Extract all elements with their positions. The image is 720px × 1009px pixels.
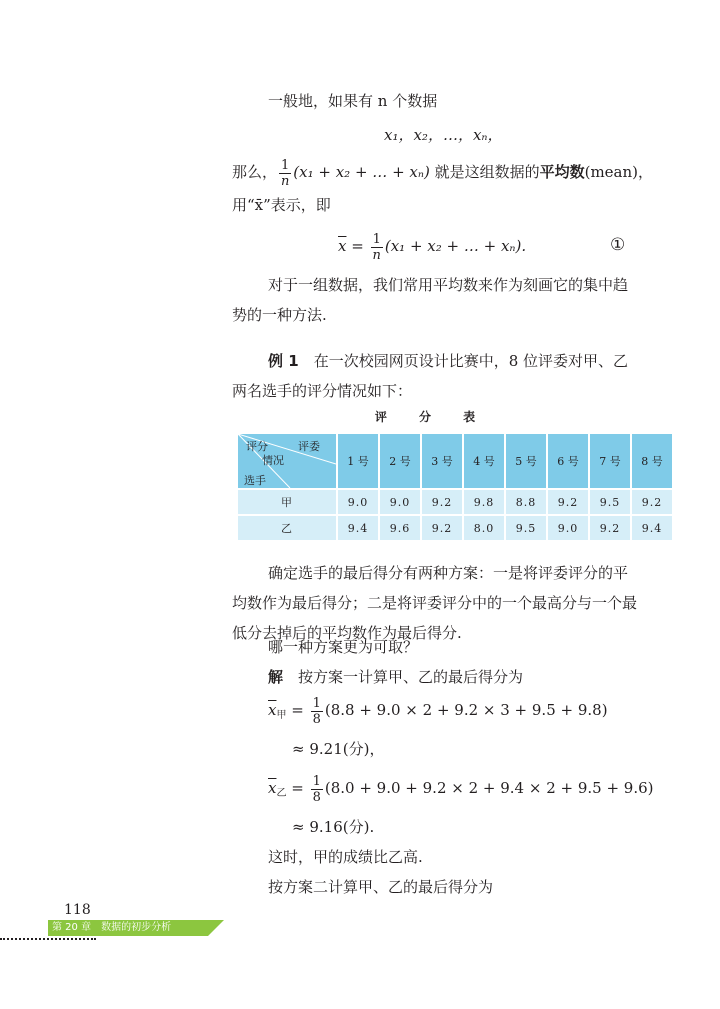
formula-lhs: $\overline{x}$ [338, 237, 347, 255]
yi-sub: 乙 [276, 788, 287, 799]
def-expr: (x₁ + x₂ + … + xₙ) [293, 163, 430, 181]
header-judge-8: 8 号 [631, 433, 673, 489]
def-mid: 就是这组数据的 [429, 163, 540, 181]
table-cell: 9.4 [337, 515, 379, 541]
table-cell: 9.5 [505, 515, 547, 541]
corner-score-a: 评分 [246, 440, 268, 453]
table-cell: 9.5 [589, 489, 631, 515]
table-header-row [237, 433, 673, 489]
jia-expr: (8.8 + 9.0 × 2 + 9.2 × 3 + 9.5 + 9.8) [324, 701, 608, 719]
corner-player: 选手 [244, 474, 266, 487]
header-judge-5: 5 号 [505, 433, 547, 489]
para-plans: 确定选手的最后得分有两种方案：一是将评委评分的平均数作为最后得分；二是将评委评分中的一个最高分与一个最低分去掉后的平均数作为最后得分. [232, 564, 638, 642]
jia-frac-num: 1 [312, 695, 321, 711]
example-text: 在一次校园网页设计比赛中，8 位评委对甲、乙两名选手的评分情况如下： [232, 352, 629, 400]
formula-yi: $\overline{x}_乙$ = $\frac{1}{8}$ (8.0 + 9.0 + 9.2 × 2 + 9.4 × 2 + 9.5 + 9.6) [268, 773, 654, 805]
table-corner-cell [237, 433, 337, 489]
intro-line: 一般地，如果有 n 个数据 [268, 92, 438, 110]
page-number: 118 [64, 902, 91, 918]
def-term: 平均数 [539, 163, 585, 181]
table-cell: 9.2 [421, 515, 463, 541]
solution-text: 按方案一计算甲、乙的最后得分为 [298, 668, 524, 686]
table-cell: 9.0 [547, 515, 589, 541]
plan2-line: 按方案二计算甲、乙的最后得分为 [268, 878, 494, 896]
yi-xbar: $\overline{x}$ [268, 779, 277, 797]
jia-xbar: $\overline{x}$ [268, 701, 277, 719]
table-row [237, 489, 673, 515]
formula-mean [338, 226, 526, 266]
def-prefix: 那么， [232, 163, 278, 181]
formula-expr: (x₁ + x₂ + … + xₙ). [384, 237, 527, 255]
table-row [237, 515, 673, 541]
table-cell: 9.2 [631, 489, 673, 515]
yi-fraction [311, 775, 323, 804]
table-title: 评 分 表 [374, 410, 490, 424]
conclusion-line: 这时，甲的成绩比乙高. [268, 848, 423, 866]
def-fraction [279, 159, 291, 188]
jia-result: ≈ 9.21(分)， [292, 740, 385, 758]
table-cell: 8.8 [505, 489, 547, 515]
def-suffix: (mean)， [584, 163, 654, 181]
yi-frac-den: 8 [312, 789, 321, 805]
corner-judge: 评委 [298, 440, 320, 453]
table-cell: 8.0 [463, 515, 505, 541]
solution-line [268, 662, 523, 692]
row-player-yi: 乙 [237, 515, 337, 541]
question-line: 哪一种方案更为可取？ [268, 638, 419, 656]
formula-fraction [371, 233, 383, 262]
table-cell: 9.2 [589, 515, 631, 541]
table-cell: 9.0 [337, 489, 379, 515]
jia-fraction [311, 697, 323, 726]
table-cell: 9.8 [463, 489, 505, 515]
yi-frac-num: 1 [312, 773, 321, 789]
header-judge-7: 7 号 [589, 433, 631, 489]
jia-frac-den: 8 [312, 711, 321, 727]
header-judge-3: 3 号 [421, 433, 463, 489]
definition-line [232, 152, 653, 192]
example-paragraph [232, 346, 642, 406]
table-cell: 9.6 [379, 515, 421, 541]
formula-eq: = [346, 237, 369, 255]
chapter-label: 第 20 章 数据的初步分析 [52, 922, 172, 933]
yi-result: ≈ 9.16(分). [292, 818, 375, 836]
header-judge-6: 6 号 [547, 433, 589, 489]
use-line: 用“x̄”表示，即 [232, 196, 331, 214]
para-central: 对于一组数据，我们常用平均数来作为刻画它的集中趋势的一种方法. [232, 276, 629, 324]
footer-dotted-rule [0, 938, 96, 940]
formula-frac-num: 1 [372, 231, 381, 247]
table-cell: 9.2 [421, 489, 463, 515]
header-judge-4: 4 号 [463, 433, 505, 489]
table-cell: 9.0 [379, 489, 421, 515]
score-table [236, 432, 674, 542]
formula-jia: $\overline{x}_甲$ = $\frac{1}{8}$ (8.8 + 9.0 × 2 + 9.2 × 3 + 9.5 + 9.8) [268, 695, 608, 727]
def-frac-den: n [280, 173, 290, 189]
yi-expr: (8.0 + 9.0 + 9.2 × 2 + 9.4 × 2 + 9.5 + 9.6) [324, 779, 654, 797]
header-judge-2: 2 号 [379, 433, 421, 489]
header-judge-1: 1 号 [337, 433, 379, 489]
row-player-jia: 甲 [237, 489, 337, 515]
example-label: 例 1 [268, 352, 299, 370]
solution-label: 解 [268, 668, 284, 686]
data-list: x₁，x₂，…，xₙ， [384, 126, 503, 144]
jia-sub: 甲 [276, 710, 287, 721]
formula-number: ① [610, 235, 626, 255]
corner-score-b: 情况 [262, 454, 284, 467]
table-cell: 9.4 [631, 515, 673, 541]
table-cell: 9.2 [547, 489, 589, 515]
formula-frac-den: n [372, 247, 381, 263]
def-frac-num: 1 [281, 157, 290, 173]
